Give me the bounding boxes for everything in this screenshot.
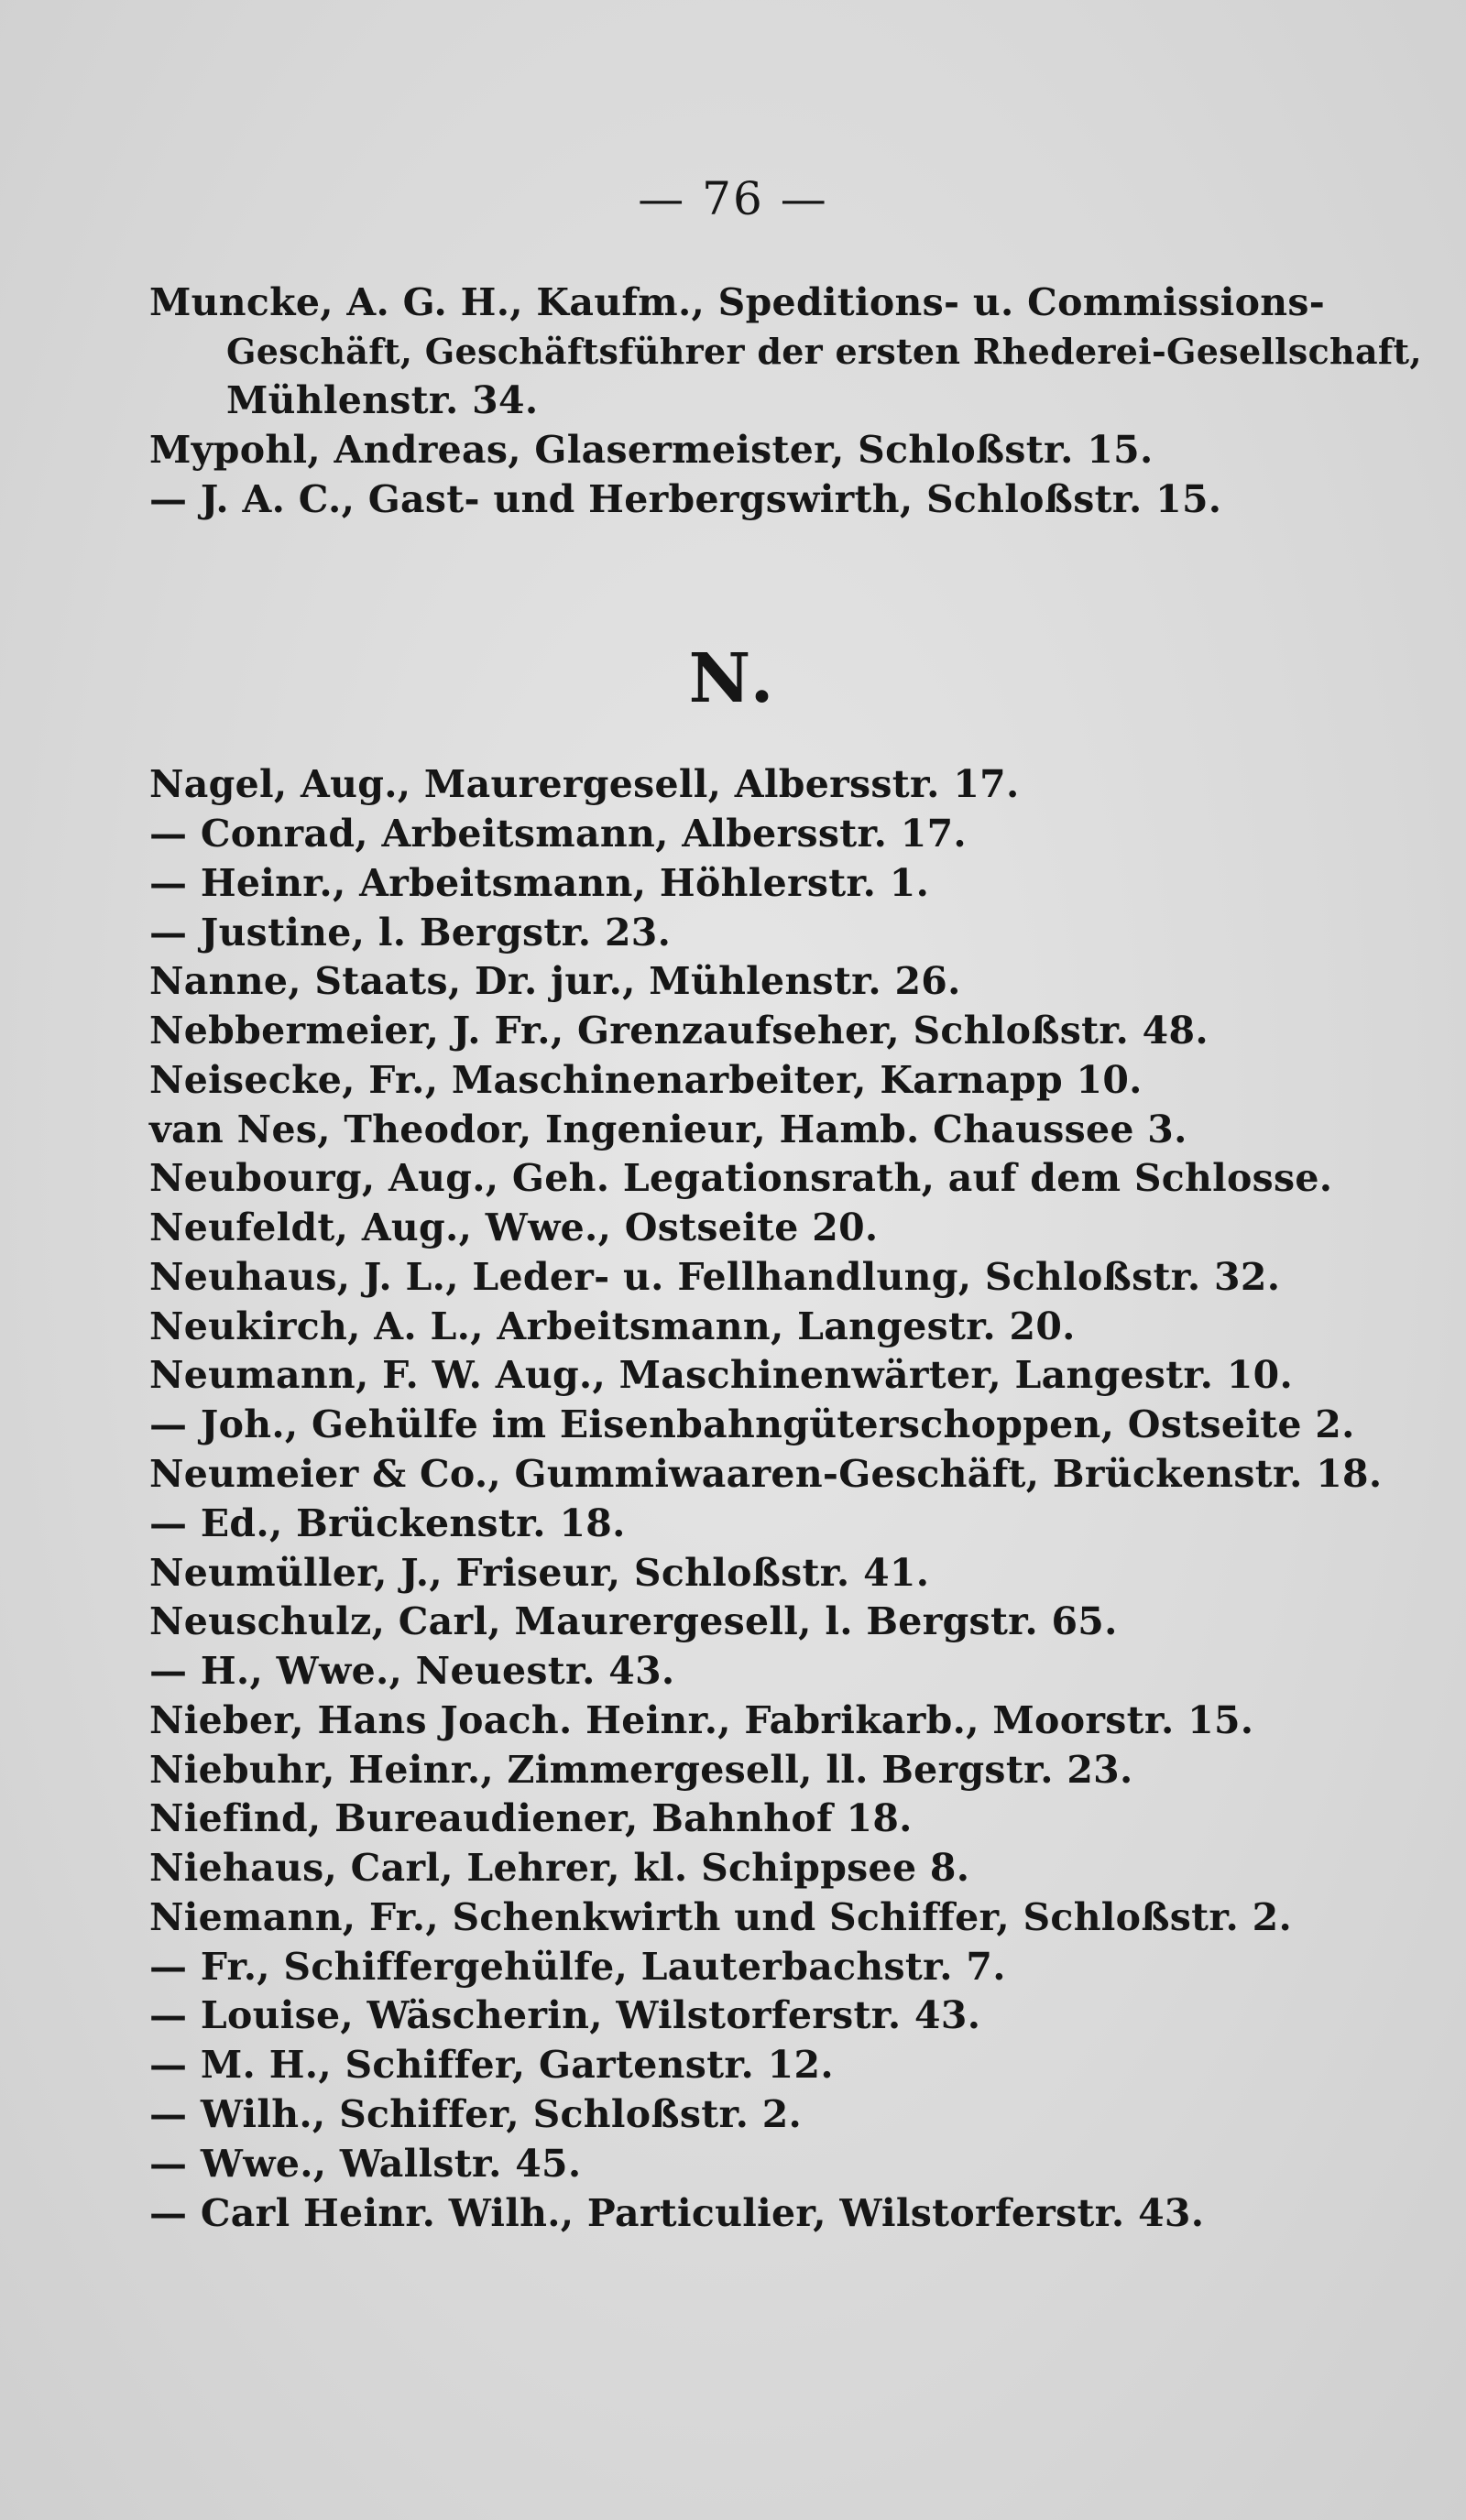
directory-entry: Niefind, Bureaudiener, Bahnhof 18. — [149, 1796, 913, 1840]
directory-entry: Neumüller, J., Friseur, Schloßstr. 41. — [149, 1551, 930, 1595]
directory-entry: Muncke, A. G. H., Kaufm., Speditions- u. Commissions- — [149, 280, 1326, 324]
directory-entry: Mypohl, Andreas, Glasermeister, Schloßstr. 15. — [149, 428, 1154, 472]
page-number: — 76 — — [638, 172, 828, 225]
directory-entry: van Nes, Theodor, Ingenieur, Hamb. Chaussee 3. — [149, 1107, 1187, 1151]
directory-entry: — Joh., Gehülfe im Eisenbahngüterschoppen, Ostseite 2. — [149, 1402, 1355, 1446]
directory-entry: Neumann, F. W. Aug., Maschinenwärter, Langestr. 10. — [149, 1353, 1294, 1397]
directory-entry: Neuschulz, Carl, Maurergesell, l. Bergstr. 65. — [149, 1599, 1118, 1643]
directory-entry: — J. A. C., Gast- und Herbergswirth, Schloßstr. 15. — [149, 477, 1222, 521]
directory-entry: — Wwe., Wallstr. 45. — [149, 2142, 582, 2186]
directory-entry: — M. H., Schiffer, Gartenstr. 12. — [149, 2043, 834, 2087]
directory-entry: Neukirch, A. L., Arbeitsmann, Langestr. 20. — [149, 1304, 1076, 1348]
directory-entry: Niemann, Fr., Schenkwirth und Schiffer, Schloßstr. 2. — [149, 1895, 1293, 1939]
directory-entry: Nebbermeier, J. Fr., Grenzaufseher, Schloßstr. 48. — [149, 1009, 1209, 1053]
section-letter: N. — [688, 639, 778, 718]
directory-entry: Neuhaus, J. L., Leder- u. Fellhandlung, Schloßstr. 32. — [149, 1255, 1281, 1299]
directory-entry: — Conrad, Arbeitsmann, Albersstr. 17. — [149, 812, 967, 856]
directory-entry: Neubourg, Aug., Geh. Legationsrath, auf dem Schlosse. — [149, 1156, 1333, 1200]
directory-entry: Nagel, Aug., Maurergesell, Albersstr. 17. — [149, 762, 1020, 806]
directory-entry: Nanne, Staats, Dr. jur., Mühlenstr. 26. — [149, 959, 961, 1003]
directory-entry: — Wilh., Schiffer, Schloßstr. 2. — [149, 2092, 803, 2136]
directory-entry-continuation: Geschäft, Geschäftsführer der ersten Rhederei-Gesellschaft, — [226, 331, 1422, 372]
directory-entry: — Carl Heinr. Wilh., Particulier, Wilstorferstr. 43. — [149, 2191, 1205, 2235]
directory-entry-continuation: Mühlenstr. 34. — [226, 378, 539, 422]
directory-entry: Niehaus, Carl, Lehrer, kl. Schippsee 8. — [149, 1846, 970, 1890]
directory-entry: Niebuhr, Heinr., Zimmergesell, ll. Bergstr. 23. — [149, 1748, 1133, 1792]
directory-entry: — Fr., Schiffergehülfe, Lauterbachstr. 7. — [149, 1945, 1006, 1989]
directory-entry: Neufeldt, Aug., Wwe., Ostseite 20. — [149, 1205, 879, 1249]
directory-entry: Nieber, Hans Joach. Heinr., Fabrikarb., Moorstr. 15. — [149, 1698, 1254, 1742]
directory-entry: — Ed., Brückenstr. 18. — [149, 1501, 626, 1545]
directory-entry: — Louise, Wäscherin, Wilstorferstr. 43. — [149, 1993, 981, 2037]
directory-entry: — Justine, l. Bergstr. 23. — [149, 911, 672, 955]
directory-entry: Neisecke, Fr., Maschinenarbeiter, Karnapp 10. — [149, 1058, 1143, 1102]
directory-entry: Neumeier & Co., Gummiwaaren-Geschäft, Brückenstr. 18. — [149, 1452, 1383, 1496]
directory-entry: — H., Wwe., Neuestr. 43. — [149, 1649, 675, 1693]
directory-entry: — Heinr., Arbeitsmann, Höhlerstr. 1. — [149, 861, 930, 905]
